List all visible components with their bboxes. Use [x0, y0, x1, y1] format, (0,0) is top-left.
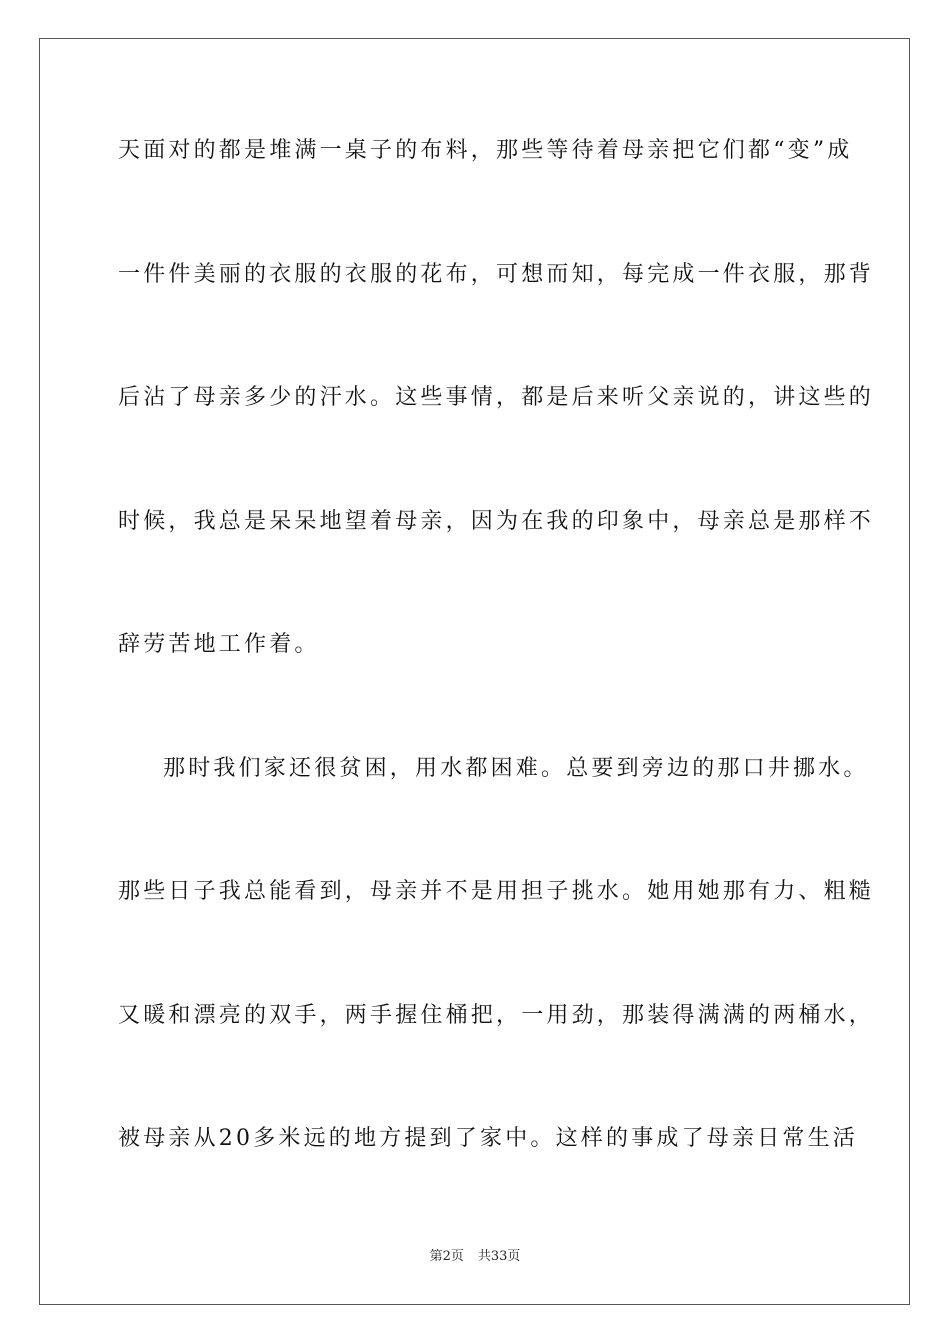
text-line: 那些日子我总能看到，母亲并不是用担子挑水。她用她那有力、粗糙	[118, 879, 875, 904]
text-line: 被母亲从20多米远的地方提到了家中。这样的事成了母亲日常生活	[118, 1126, 858, 1151]
document-body	[118, 120, 875, 1232]
text-line: 天面对的都是堆满一桌子的布料，那些等待着母亲把它们都“变”成	[118, 138, 853, 163]
text-line: 又暖和漂亮的双手，两手握住桶把，一用劲，那装得满满的两桶水，	[118, 1002, 875, 1028]
page-number: 第2页	[429, 1249, 464, 1264]
text-line: 时候，我总是呆呆地望着母亲，因为在我的印象中，母亲总是那样不	[118, 508, 875, 534]
paragraph-start-line: 那时我们家还很贫困，用水都困难。总要到旁边的那口井挪水。	[163, 755, 869, 781]
text-line: 一件件美丽的衣服的衣服的花布，可想而知，每完成一件衣服，那背	[118, 261, 875, 287]
text-line: 后沾了母亲多少的汗水。这些事情，都是后来听父亲说的，讲这些的	[118, 385, 875, 410]
text-line: 辞劳苦地工作着。	[118, 632, 320, 657]
page-footer	[0, 1245, 950, 1264]
page-total: 共33页	[477, 1249, 521, 1264]
